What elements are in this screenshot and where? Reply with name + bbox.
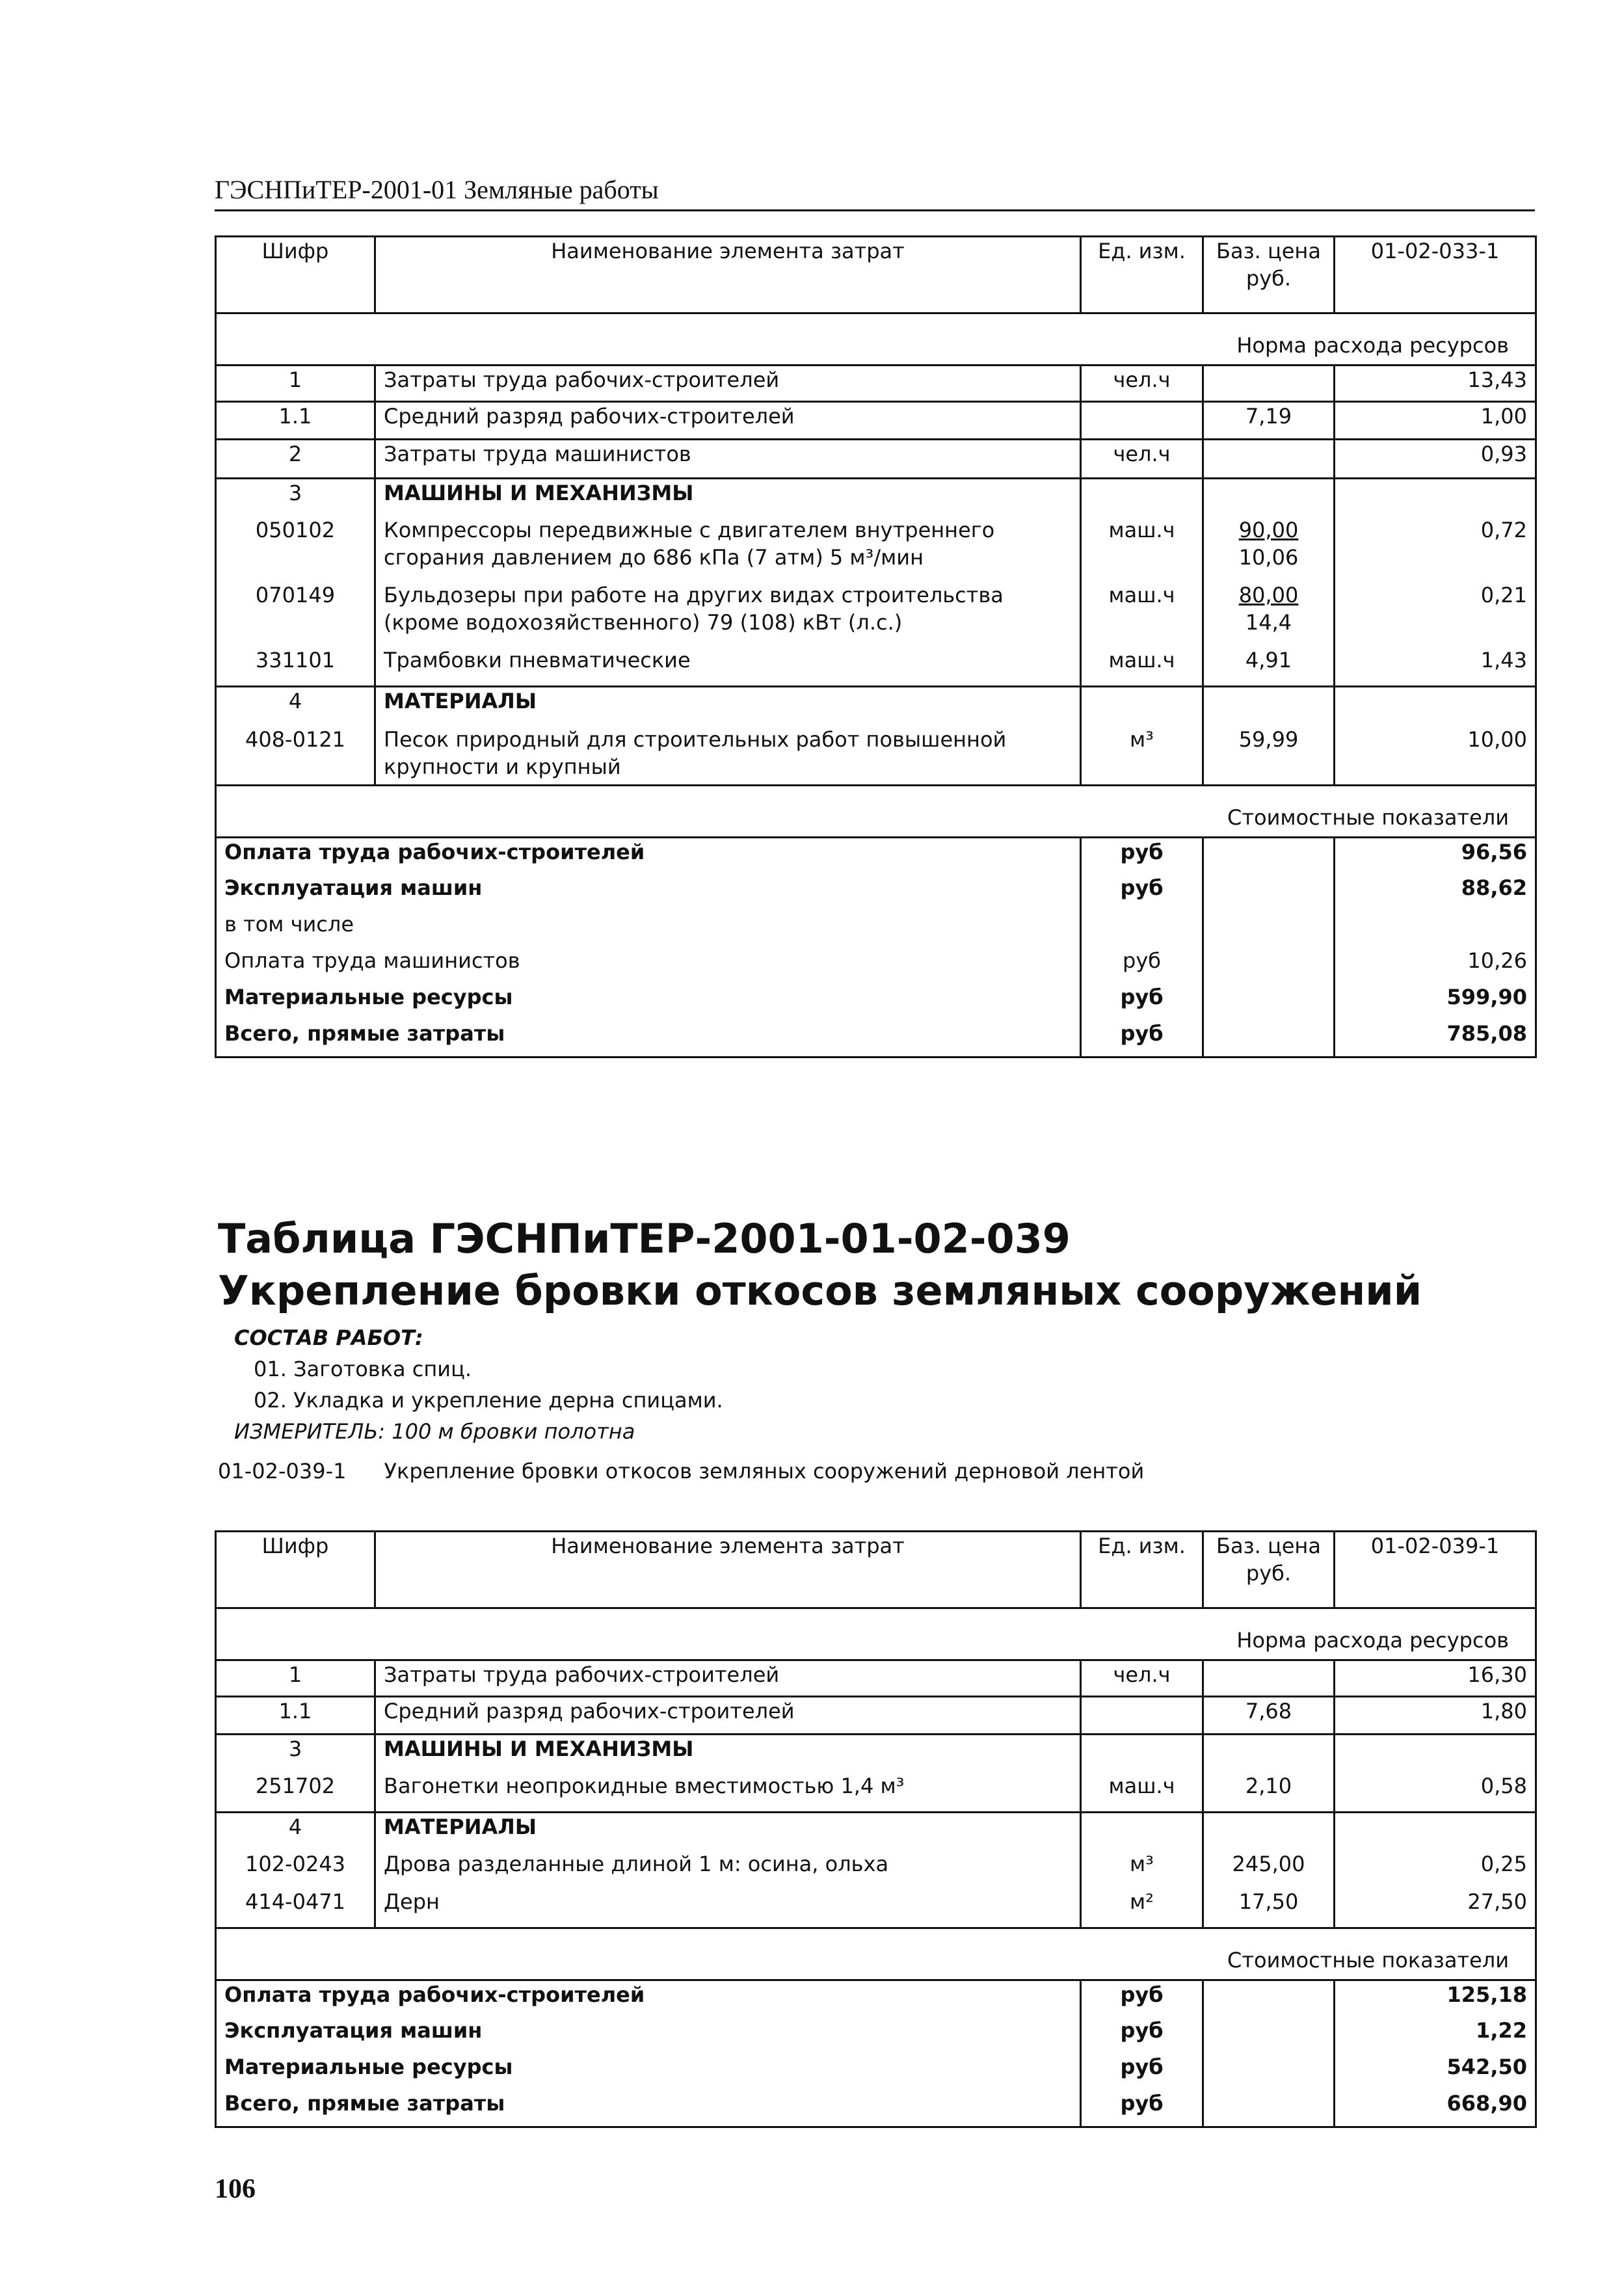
row-unit bbox=[1081, 687, 1203, 726]
row-code: 050102 bbox=[216, 516, 375, 581]
cost-unit: руб bbox=[1081, 2053, 1203, 2090]
table-title-block bbox=[218, 1213, 1422, 1317]
col-header-rate-code: 01-02-039-1 bbox=[1335, 1532, 1536, 1608]
row-norm: 27,50 bbox=[1467, 1889, 1527, 1914]
row-norm: 16,30 bbox=[1467, 1662, 1527, 1687]
row-norm: 0,93 bbox=[1335, 440, 1536, 479]
table-row bbox=[216, 1735, 1536, 1772]
col-header-unit: Ед. изм. bbox=[1081, 1532, 1203, 1608]
row-price: 2,10 bbox=[1203, 1772, 1335, 1813]
group-heading-materials: МАТЕРИАЛЫ bbox=[375, 687, 1081, 726]
row-price-value: 80,00 bbox=[1238, 582, 1299, 607]
row-unit bbox=[1081, 1813, 1203, 1850]
cost-row bbox=[216, 2053, 1536, 2090]
table-row bbox=[216, 1772, 1536, 1813]
row-name: Дрова разделанные длиной 1 м: осина, ольха bbox=[375, 1850, 1081, 1888]
cost-unit: руб bbox=[1081, 947, 1203, 983]
cost-row bbox=[216, 1980, 1536, 2017]
col-header-rate-code: 01-02-033-1 bbox=[1335, 237, 1536, 313]
row-name: Трамбовки пневматические bbox=[375, 646, 1081, 687]
table-title: Таблица ГЭСНПиТЕР-2001-01-02-039 bbox=[218, 1215, 1071, 1262]
row-name: Дерн bbox=[375, 1888, 1081, 1928]
cost-row bbox=[216, 911, 1536, 947]
table-row bbox=[216, 646, 1536, 687]
cost-label: Эксплуатация машин bbox=[216, 2017, 1081, 2053]
row-price-value: 90,00 bbox=[1238, 517, 1299, 542]
rate-variant bbox=[218, 1459, 1144, 1483]
row-price-secondary: 14,4 bbox=[1245, 609, 1292, 635]
table-row bbox=[216, 402, 1536, 440]
row-code: 4 bbox=[216, 687, 375, 726]
cost-unit: руб bbox=[1081, 838, 1203, 874]
cost-label: Оплата труда машинистов bbox=[216, 947, 1081, 983]
table-header-row bbox=[216, 1532, 1536, 1608]
row-norm: 0,58 bbox=[1480, 1773, 1527, 1798]
col-header-name: Наименование элемента затрат bbox=[375, 237, 1081, 313]
row-code: 1.1 bbox=[216, 1697, 375, 1735]
cost-label: в том числе bbox=[216, 911, 1081, 947]
col-header-unit: Ед. изм. bbox=[1081, 237, 1203, 313]
row-name: Средний разряд рабочих-строителей bbox=[375, 402, 1081, 440]
group-heading-machines: МАШИНЫ И МЕХАНИЗМЫ bbox=[375, 479, 1081, 516]
row-unit: м³ bbox=[1081, 726, 1203, 786]
cost-row bbox=[216, 2017, 1536, 2053]
table-row bbox=[216, 479, 1536, 516]
cost-value: 599,90 bbox=[1446, 984, 1527, 1009]
row-code: 408-0121 bbox=[216, 726, 375, 786]
col-header-price: Баз. цена руб. bbox=[1203, 237, 1335, 313]
row-unit bbox=[1081, 1735, 1203, 1772]
col-header-code: Шифр bbox=[216, 237, 375, 313]
row-price: 7,19 bbox=[1203, 402, 1335, 440]
works-heading: СОСТАВ РАБОТ: bbox=[234, 1325, 423, 1350]
table-row bbox=[216, 1697, 1536, 1735]
row-norm bbox=[1335, 1813, 1536, 1850]
row-norm: 13,43 bbox=[1467, 367, 1527, 392]
cost-value: 88,62 bbox=[1461, 875, 1527, 900]
row-unit bbox=[1081, 479, 1203, 516]
cost-label: Всего, прямые затраты bbox=[216, 1020, 1081, 1058]
row-price bbox=[1203, 516, 1335, 581]
row-name: Песок природный для строительных работ повышенной крупности и крупный bbox=[375, 726, 1081, 786]
cost-row bbox=[216, 2090, 1536, 2127]
norm-band: Норма расхода ресурсов bbox=[216, 1608, 1536, 1660]
resource-table-01-02-039-1 bbox=[215, 1530, 1537, 2128]
work-composition bbox=[234, 1322, 723, 1447]
table-row bbox=[216, 1813, 1536, 1850]
norm-band: Норма расхода ресурсов bbox=[216, 313, 1536, 366]
row-norm: 1,80 bbox=[1335, 1697, 1536, 1735]
cost-band: Стоимостные показатели bbox=[216, 1928, 1536, 1980]
table-row bbox=[216, 1888, 1536, 1928]
work-item: 01. Заготовка спиц. bbox=[254, 1357, 472, 1381]
table-subtitle: Укрепление бровки откосов земляных сооружений bbox=[218, 1267, 1422, 1314]
row-unit: маш.ч bbox=[1081, 516, 1203, 581]
cost-value: 96,56 bbox=[1461, 840, 1527, 864]
row-code: 4 bbox=[216, 1813, 375, 1850]
row-unit: чел.ч bbox=[1081, 366, 1203, 402]
row-code: 2 bbox=[216, 440, 375, 479]
cost-label: Оплата труда рабочих-строителей bbox=[216, 838, 1081, 874]
row-norm: 1,43 bbox=[1480, 647, 1527, 672]
table-row bbox=[216, 516, 1536, 581]
row-price: 245,00 bbox=[1203, 1850, 1335, 1888]
row-code: 3 bbox=[216, 479, 375, 516]
row-unit: маш.ч bbox=[1081, 1772, 1203, 1813]
row-norm: 0,25 bbox=[1480, 1851, 1527, 1876]
table-row bbox=[216, 440, 1536, 479]
row-price bbox=[1203, 1735, 1335, 1772]
row-code: 414-0471 bbox=[216, 1888, 375, 1928]
variant-code: 01-02-039-1 bbox=[218, 1459, 347, 1483]
row-name: Затраты труда машинистов bbox=[375, 440, 1081, 479]
row-price bbox=[1203, 1660, 1335, 1697]
row-unit: м² bbox=[1081, 1888, 1203, 1928]
cost-value bbox=[1335, 911, 1536, 947]
row-price: 7,68 bbox=[1203, 1697, 1335, 1735]
row-price-secondary: 10,06 bbox=[1238, 544, 1299, 570]
table-row bbox=[216, 366, 1536, 402]
table-row bbox=[216, 1660, 1536, 1697]
cost-row bbox=[216, 874, 1536, 911]
row-price bbox=[1203, 440, 1335, 479]
cost-row bbox=[216, 947, 1536, 983]
col-header-price: Баз. цена руб. bbox=[1203, 1532, 1335, 1608]
cost-label: Материальные ресурсы bbox=[216, 983, 1081, 1020]
row-unit: м³ bbox=[1081, 1850, 1203, 1888]
cost-value: 542,50 bbox=[1446, 2054, 1527, 2079]
row-code: 1 bbox=[216, 1660, 375, 1697]
group-heading-machines: МАШИНЫ И МЕХАНИЗМЫ bbox=[375, 1735, 1081, 1772]
cost-value: 125,18 bbox=[1446, 1982, 1527, 2007]
row-code: 102-0243 bbox=[216, 1850, 375, 1888]
work-item: 02. Укладка и укрепление дерна спицами. bbox=[254, 1388, 723, 1413]
row-code: 1.1 bbox=[216, 402, 375, 440]
row-norm: 0,21 bbox=[1480, 582, 1527, 607]
cost-unit bbox=[1081, 911, 1203, 947]
page-number: 106 bbox=[215, 2174, 256, 2204]
row-unit bbox=[1081, 402, 1203, 440]
group-heading-materials: МАТЕРИАЛЫ bbox=[375, 1813, 1081, 1850]
row-name: Компрессоры передвижные с двигателем внутреннего сгорания давлением до 686 кПа (7 атм) 5 м³/мин bbox=[375, 516, 1081, 581]
row-norm bbox=[1335, 479, 1536, 516]
row-unit: маш.ч bbox=[1081, 646, 1203, 687]
row-unit: маш.ч bbox=[1081, 581, 1203, 646]
row-price: 17,50 bbox=[1203, 1888, 1335, 1928]
row-code: 251702 bbox=[216, 1772, 375, 1813]
row-unit: чел.ч bbox=[1081, 1660, 1203, 1697]
row-name: Затраты труда рабочих-строителей bbox=[375, 1660, 1081, 1697]
row-price: 59,99 bbox=[1203, 726, 1335, 786]
cost-unit: руб bbox=[1081, 983, 1203, 1020]
table-row bbox=[216, 581, 1536, 646]
row-norm bbox=[1335, 687, 1536, 726]
col-header-name: Наименование элемента затрат bbox=[375, 1532, 1081, 1608]
cost-label: Материальные ресурсы bbox=[216, 2053, 1081, 2090]
row-price bbox=[1203, 581, 1335, 646]
cost-unit: руб bbox=[1081, 1020, 1203, 1058]
cost-value: 668,90 bbox=[1335, 2090, 1536, 2127]
row-norm bbox=[1335, 1735, 1536, 1772]
table-row bbox=[216, 726, 1536, 786]
cost-unit: руб bbox=[1081, 2017, 1203, 2053]
running-header: ГЭСНПиТЕР-2001-01 Земляные работы bbox=[215, 174, 1535, 211]
cost-unit: руб bbox=[1081, 2090, 1203, 2127]
row-name: Вагонетки неопрокидные вместимостью 1,4 м³ bbox=[375, 1772, 1081, 1813]
cost-row bbox=[216, 838, 1536, 874]
row-name: Бульдозеры при работе на других видах строительства (кроме водохозяйственного) 79 (108) кВт (л.с.) bbox=[375, 581, 1081, 646]
cost-band: Стоимостные показатели bbox=[216, 786, 1536, 838]
row-norm: 0,72 bbox=[1480, 517, 1527, 542]
row-code: 3 bbox=[216, 1735, 375, 1772]
row-name: Затраты труда рабочих-строителей bbox=[375, 366, 1081, 402]
cost-label: Оплата труда рабочих-строителей bbox=[216, 1980, 1081, 2017]
measure-unit: ИЗМЕРИТЕЛЬ: 100 м бровки полотна bbox=[234, 1419, 635, 1444]
cost-value: 1,22 bbox=[1476, 2017, 1527, 2043]
row-unit bbox=[1081, 1697, 1203, 1735]
col-header-code: Шифр bbox=[216, 1532, 375, 1608]
cost-unit: руб bbox=[1081, 874, 1203, 911]
row-norm: 10,00 bbox=[1467, 726, 1527, 752]
table-row bbox=[216, 687, 1536, 726]
row-code: 070149 bbox=[216, 581, 375, 646]
table-header-row bbox=[216, 237, 1536, 313]
resource-table-01-02-033-1 bbox=[215, 235, 1537, 1058]
row-code: 1 bbox=[216, 366, 375, 402]
row-code: 331101 bbox=[216, 646, 375, 687]
row-norm: 1,00 bbox=[1335, 402, 1536, 440]
cost-row bbox=[216, 983, 1536, 1020]
row-unit: чел.ч bbox=[1081, 440, 1203, 479]
cost-value: 785,08 bbox=[1335, 1020, 1536, 1058]
row-name: Средний разряд рабочих-строителей bbox=[375, 1697, 1081, 1735]
row-price bbox=[1203, 479, 1335, 516]
cost-label: Эксплуатация машин bbox=[216, 874, 1081, 911]
table-row bbox=[216, 1850, 1536, 1888]
cost-row bbox=[216, 1020, 1536, 1058]
row-price bbox=[1203, 1813, 1335, 1850]
cost-value: 10,26 bbox=[1467, 948, 1527, 973]
cost-unit: руб bbox=[1081, 1980, 1203, 2017]
row-price bbox=[1203, 687, 1335, 726]
row-price bbox=[1203, 366, 1335, 402]
row-price: 4,91 bbox=[1203, 646, 1335, 687]
cost-label: Всего, прямые затраты bbox=[216, 2090, 1081, 2127]
variant-description: Укрепление бровки откосов земляных сооружений дерновой лентой bbox=[384, 1459, 1145, 1483]
